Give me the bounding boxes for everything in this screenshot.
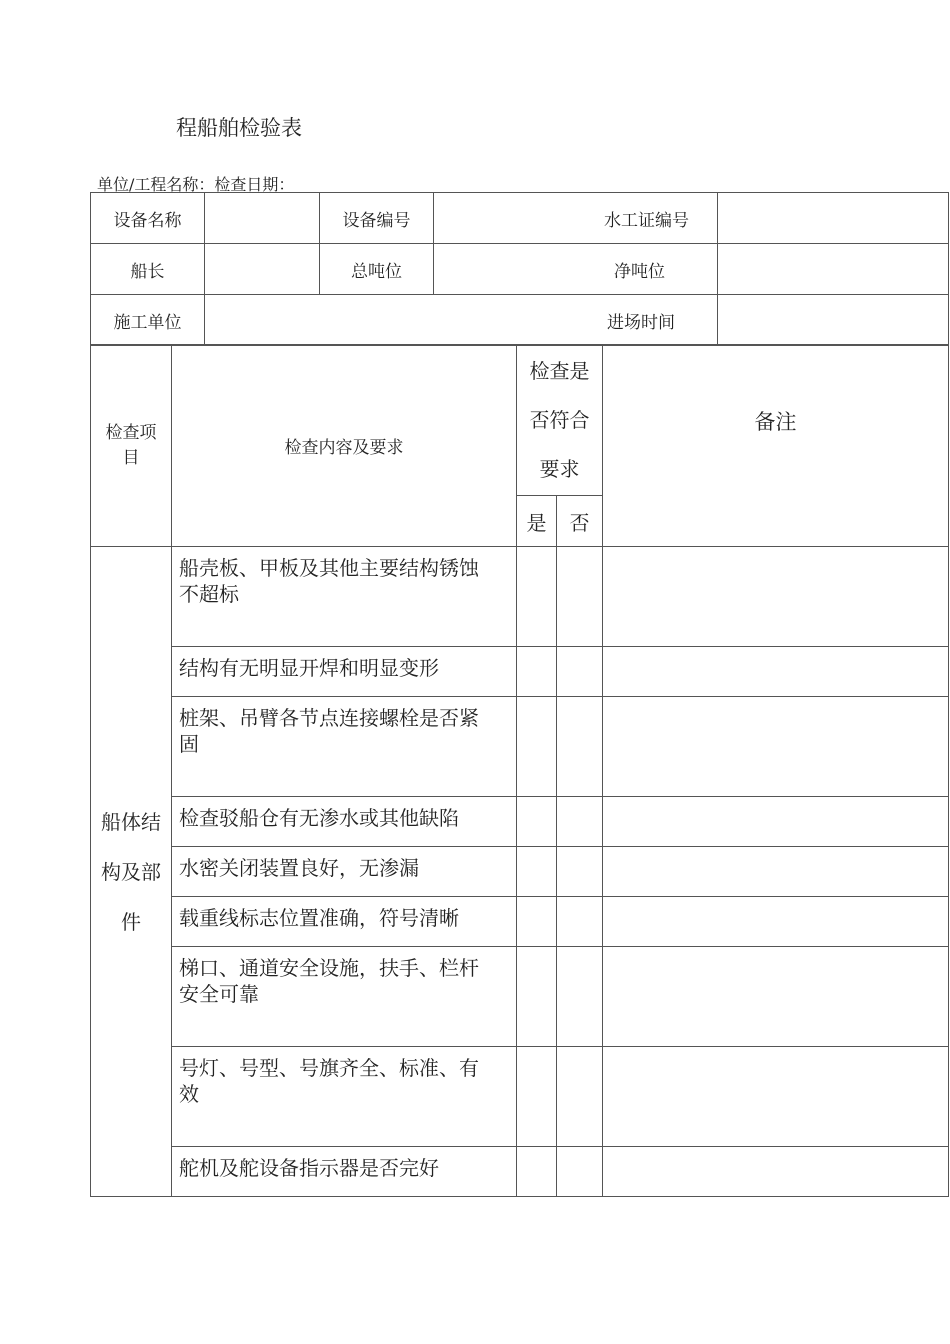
check-item: 梯口、通道安全设施，扶手、栏杆安全可靠 [172,947,517,1047]
header-no: 否 [557,496,603,547]
check-item: 检查驳船仓有无渗水或其他缺陷 [172,797,517,847]
check-yes-cell[interactable] [517,1147,557,1197]
label-contractor: 施工单位 [91,295,205,346]
label-captain: 船长 [91,244,205,295]
remark-cell[interactable] [603,897,949,947]
label-equipment-name: 设备名称 [91,193,205,244]
unit-date-line: 单位/工程名称：检查日期： [97,175,295,194]
check-item: 桩架、吊臂各节点连接螺栓是否紧固 [172,697,517,797]
check-yes-cell[interactable] [517,897,557,947]
check-yes-cell[interactable] [517,847,557,897]
header-content: 检查内容及要求 [172,345,517,547]
value-captain[interactable] [205,244,320,295]
value-entry-time[interactable] [718,295,949,346]
check-yes-cell[interactable] [517,697,557,797]
label-entry-time: 进场时间 [205,295,718,346]
check-no-cell[interactable] [557,947,603,1047]
check-yes-cell[interactable] [517,647,557,697]
page-title: 程船舶检验表 [176,116,302,140]
header-yes: 是 [517,496,557,547]
check-item: 结构有无明显开焊和明显变形 [172,647,517,697]
check-item: 水密关闭装置良好，无渗漏 [172,847,517,897]
value-equipment-name[interactable] [205,193,320,244]
check-yes-cell[interactable] [517,547,557,647]
remark-cell[interactable] [603,797,949,847]
label-cert-no: 水工证编号 [434,193,718,244]
remark-cell[interactable] [603,1147,949,1197]
equipment-info-table [90,192,949,346]
check-item: 载重线标志位置准确，符号清晰 [172,897,517,947]
check-no-cell[interactable] [557,1147,603,1197]
check-no-cell[interactable] [557,1047,603,1147]
remark-cell[interactable] [603,647,949,697]
check-no-cell[interactable] [557,647,603,697]
header-compliance: 检查是否符合要求 [517,345,603,496]
check-yes-cell[interactable] [517,1047,557,1147]
label-equipment-no: 设备编号 [320,193,434,244]
check-no-cell[interactable] [557,897,603,947]
remark-cell[interactable] [603,547,949,647]
check-no-cell[interactable] [557,697,603,797]
remark-cell[interactable] [603,847,949,897]
label-gross-tonnage: 总吨位 [320,244,434,295]
label-net-tonnage: 净吨位 [434,244,718,295]
check-item: 号灯、号型、号旗齐全、标准、有效 [172,1047,517,1147]
check-no-cell[interactable] [557,547,603,647]
value-net-tonnage[interactable] [718,244,949,295]
check-yes-cell[interactable] [517,947,557,1047]
remark-cell[interactable] [603,697,949,797]
remark-cell[interactable] [603,947,949,1047]
inspection-table [90,344,949,1197]
check-no-cell[interactable] [557,847,603,897]
check-yes-cell[interactable] [517,797,557,847]
check-item: 舵机及舵设备指示器是否完好 [172,1147,517,1197]
value-cert-no[interactable] [718,193,949,244]
remark-cell[interactable] [603,1047,949,1147]
header-item: 检查项目 [91,345,172,547]
check-item: 船壳板、甲板及其他主要结构锈蚀不超标 [172,547,517,647]
header-remark: 备注 [603,345,949,547]
check-no-cell[interactable] [557,797,603,847]
category-hull-structure: 船体结构及部件 [91,547,172,1197]
